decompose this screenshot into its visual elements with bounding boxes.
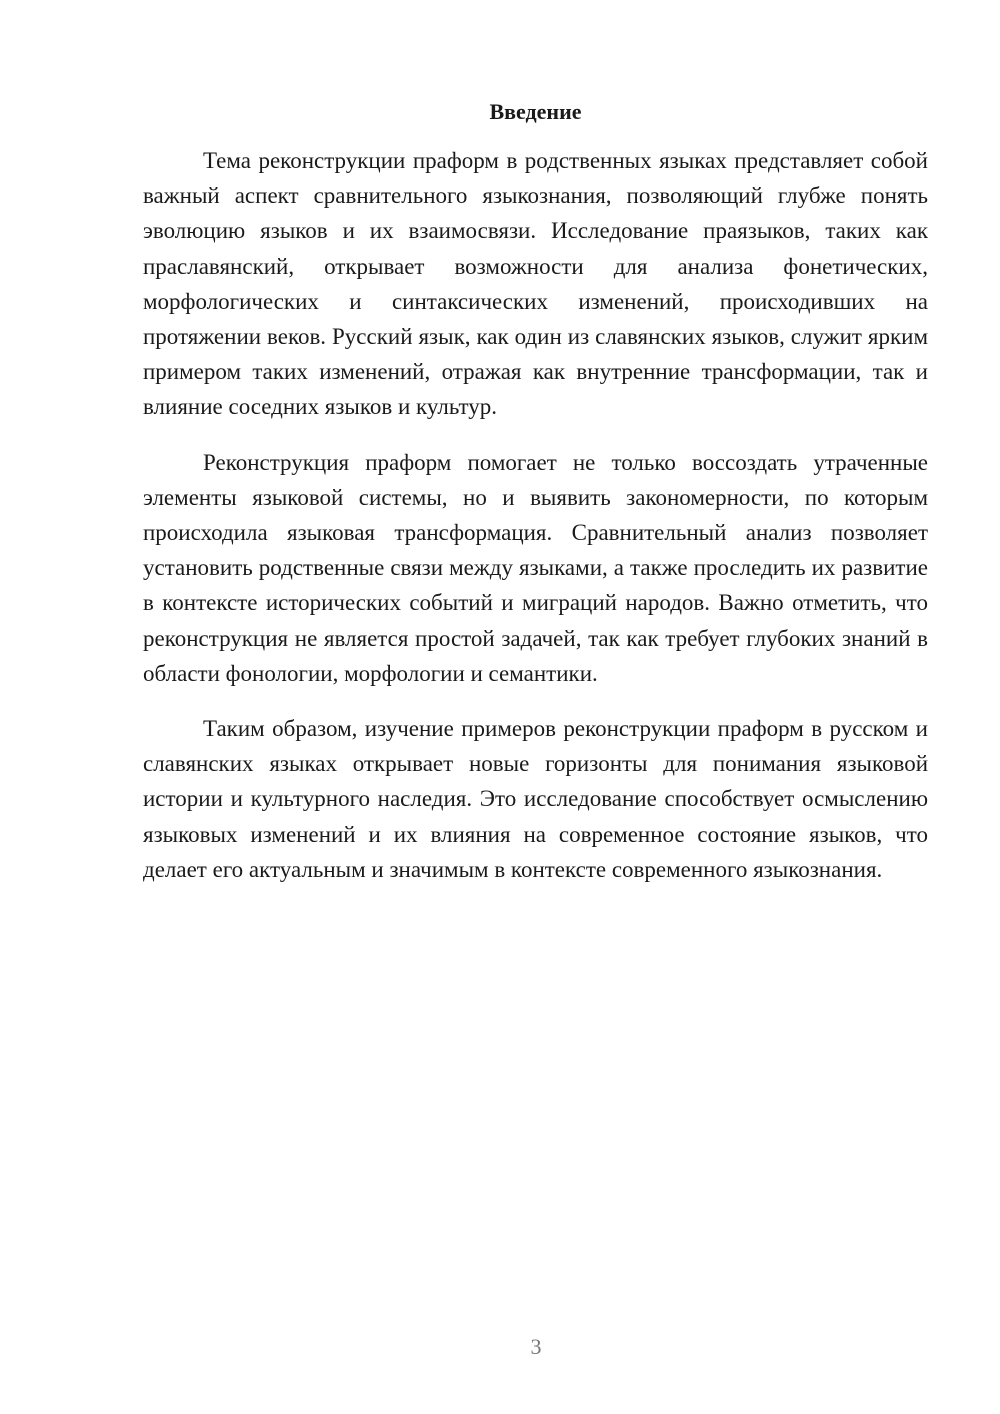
paragraph-2: Реконструкция праформ помогает не только воссоздать утраченные элементы языковой системы, но и выявить закономерности, по которым происходила языковая трансформация. Сравнительный анализ позволяет установить родственные связи между языками, а также проследить их развитие в контексте исторических событий и миграций народов. Важно отметить, что реконструкция не является простой задачей, так как требует глубоких знаний в области фонологии, морфологии и семантики.: [143, 449, 928, 686]
paragraph-1: Тема реконструкции праформ в родственных языках представляет собой важный аспект сравнительного языкознания, позволяющий глубже понять эволюцию языков и их взаимосвязи. Исследование праязыков, таких как праславянский, открывает возможности для анализа фонетических, морфологических и синтаксических изменений, происходивших на протяжении веков. Русский язык, как один из славянских языков, служит ярким примером таких изменений, отражая как внутренние трансформации, так и влияние соседних языков и культур.: [143, 148, 928, 420]
page-number: 3: [530, 1334, 542, 1359]
body-text: [143, 143, 928, 907]
paragraph-3: Таким образом, изучение примеров реконструкции праформ в русском и славянских языках открывает новые горизонты для понимания языковой истории и культурного наследия. Это исследование способствует осмыслению языковых изменений и их влияния на современное состояние языков, что делает его актуальным и значимым в контексте современного языкознания.: [143, 716, 928, 882]
section-title: Введение: [489, 99, 582, 124]
